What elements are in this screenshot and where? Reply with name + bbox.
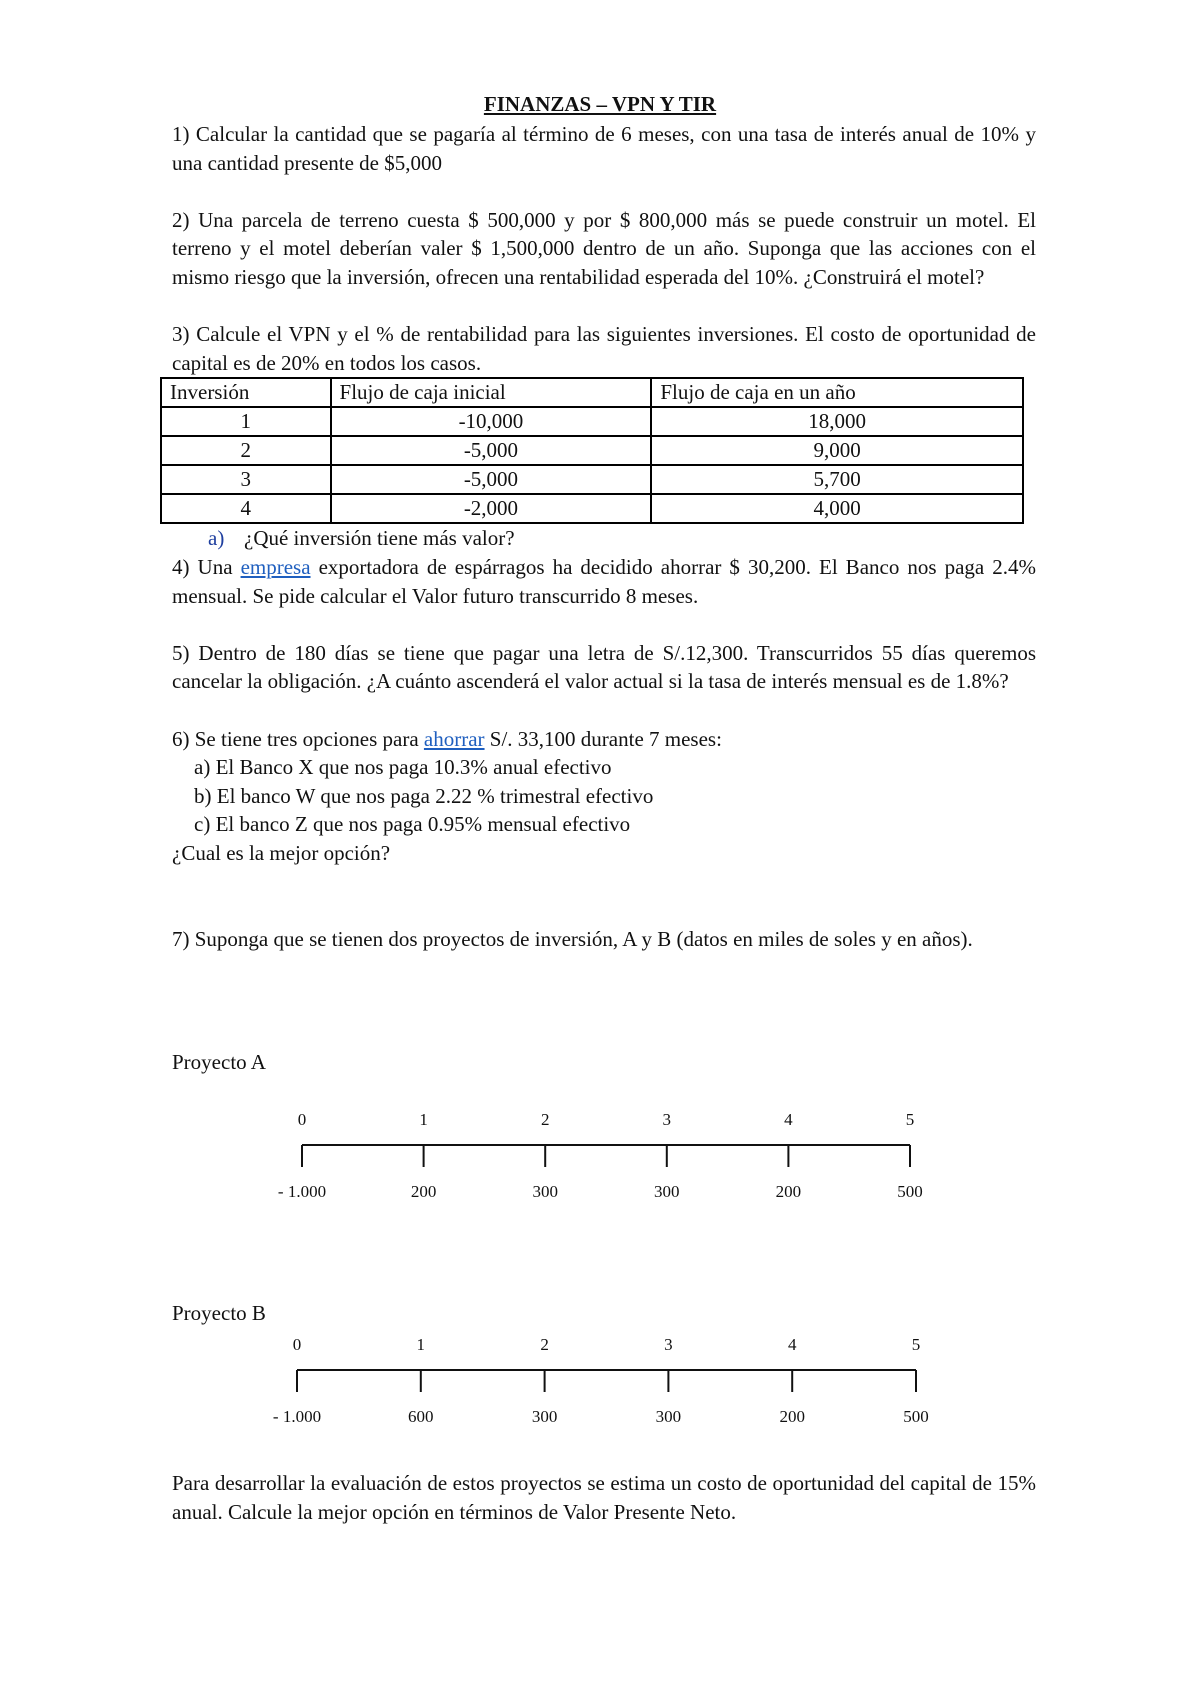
table-header: Flujo de caja inicial [331, 378, 652, 407]
table-cell: 3 [161, 465, 331, 494]
project-b-period-label: 1 [416, 1335, 426, 1354]
question-7: 7) Suponga que se tienen dos proyectos de inversión, A y B (datos en miles de soles y en años). [172, 926, 973, 951]
project-b-period-label: 5 [911, 1335, 921, 1354]
table-cell: -5,000 [331, 465, 652, 494]
project-a-period-label: 4 [784, 1110, 793, 1129]
project-b-period-label: 3 [664, 1335, 673, 1354]
project-a-cash-flow-label: - 1.000 [277, 1182, 327, 1201]
table-cell: 4,000 [651, 494, 1023, 523]
project-b-cash-flow-label: 300 [655, 1407, 682, 1426]
question-4 [172, 553, 1036, 610]
final-paragraph: Para desarrollar la evaluación de estos proyectos se estima un costo de oportunidad del capital de 15% anual. Calcule la mejor opción en términos de Valor Presente Neto. [172, 1471, 1036, 1524]
project-b-cash-flow-label: - 1.000 [272, 1407, 322, 1426]
question-4-text-end: exportadora de espárragos ha decidido ahorrar $ 30,200. El Banco nos paga 2.4% mensual. Se pide calcular el Valor futuro transcurrido 8 meses. [172, 554, 1036, 608]
question-5: 5) Dentro de 180 días se tiene que pagar una letra de S/.12,300. Transcurridos 55 días queremos cancelar la obligación. ¿A cuánto ascenderá el valor actual si la tasa de interés mensual es de 1.8%? [172, 640, 1036, 694]
table-cell: 18,000 [651, 407, 1023, 436]
project-b-period-label: 4 [787, 1335, 797, 1354]
table-cell: -10,000 [331, 407, 652, 436]
question-6-text-start: 6) Se tiene tres opciones para [172, 726, 424, 751]
empresa-link[interactable]: empresa [240, 554, 311, 579]
project-b-cash-flow-label: 500 [903, 1407, 929, 1426]
question-3: 3) Calcule el VPN y el % de rentabilidad para las siguientes inversiones. El costo de oportunidad de capital es de 20% en todos los casos. [172, 322, 1036, 375]
option-c: c) El banco Z que nos paga 0.95% mensual efectivo [194, 812, 631, 837]
ahorrar-link[interactable]: ahorrar [423, 726, 485, 751]
project-b-cash-flow-label: 300 [531, 1407, 558, 1426]
project-b-cash-flow-label: 200 [779, 1407, 805, 1426]
investment-table [160, 377, 1024, 524]
project-b-timeline [0, 1330, 1200, 1450]
project-a-cash-flow-label: 300 [532, 1182, 558, 1201]
project-b-period-label: 0 [292, 1335, 302, 1354]
project-a-period-label: 2 [540, 1110, 550, 1129]
table-row [161, 494, 1023, 523]
project-a-timeline [0, 1105, 1200, 1225]
question-6-text-end: S/. 33,100 durante 7 meses: [484, 726, 722, 751]
question-6-prompt: ¿Cual es la mejor opción? [172, 840, 391, 865]
list-letter: a) [208, 526, 225, 551]
table-header: Inversión [161, 378, 331, 407]
question-6 [172, 725, 1036, 754]
option-a: a) El Banco X que nos paga 10.3% anual efectivo [194, 755, 612, 780]
project-b-cash-flow-label: 600 [408, 1407, 434, 1426]
table-cell: 4 [161, 494, 331, 523]
table-cell: -5,000 [331, 436, 652, 465]
project-a-period-label: 5 [905, 1110, 915, 1129]
table-cell: -2,000 [331, 494, 652, 523]
project-a-cash-flow-label: 200 [775, 1182, 802, 1201]
question-3-part-a-text: ¿Qué inversión tiene más valor? [244, 526, 515, 551]
table-header-row [161, 378, 1023, 407]
table-cell: 5,700 [651, 465, 1023, 494]
project-b-period-label: 2 [540, 1335, 549, 1354]
table-row [161, 407, 1023, 436]
exercise-list [172, 120, 1036, 953]
table-cell: 2 [161, 436, 331, 465]
project-a-cash-flow-label: 200 [410, 1182, 437, 1201]
question-1: 1) Calcular la cantidad que se pagaría al término de 6 meses, con una tasa de interés anual de 10% y una cantidad presente de $5,000 [172, 122, 1036, 175]
project-a-period-label: 1 [419, 1110, 428, 1129]
project-a-period-label: 3 [662, 1110, 672, 1129]
table-cell: 1 [161, 407, 331, 436]
option-b: b) El banco W que nos paga 2.22 % trimestral efectivo [194, 783, 654, 808]
table-row [161, 436, 1023, 465]
project-a-cash-flow-label: 300 [654, 1182, 680, 1201]
final-instructions [172, 1469, 1036, 1526]
table-header: Flujo de caja en un año [651, 378, 1023, 407]
page-title: FINANZAS – VPN Y TIR [483, 92, 717, 116]
question-2: 2) Una parcela de terreno cuesta $ 500,000 y por $ 800,000 más se puede construir un motel. El terreno y el motel deberían valer $ 1,500,000 dentro de un año. Suponga que las acciones con el mismo riesgo que la inversión, ofrecen una rentabilidad esperada del 10%. ¿Construirá el motel? [172, 207, 1036, 289]
project-a-period-label: 0 [297, 1110, 307, 1129]
question-4-text-start: 4) Una [172, 554, 241, 579]
table-row [161, 465, 1023, 494]
table-cell: 9,000 [651, 436, 1023, 465]
project-a-cash-flow-label: 500 [897, 1182, 923, 1201]
project-a-label: Proyecto A [172, 1050, 266, 1074]
question-3-part-a [172, 524, 1036, 553]
project-b-label: Proyecto B [172, 1301, 266, 1325]
